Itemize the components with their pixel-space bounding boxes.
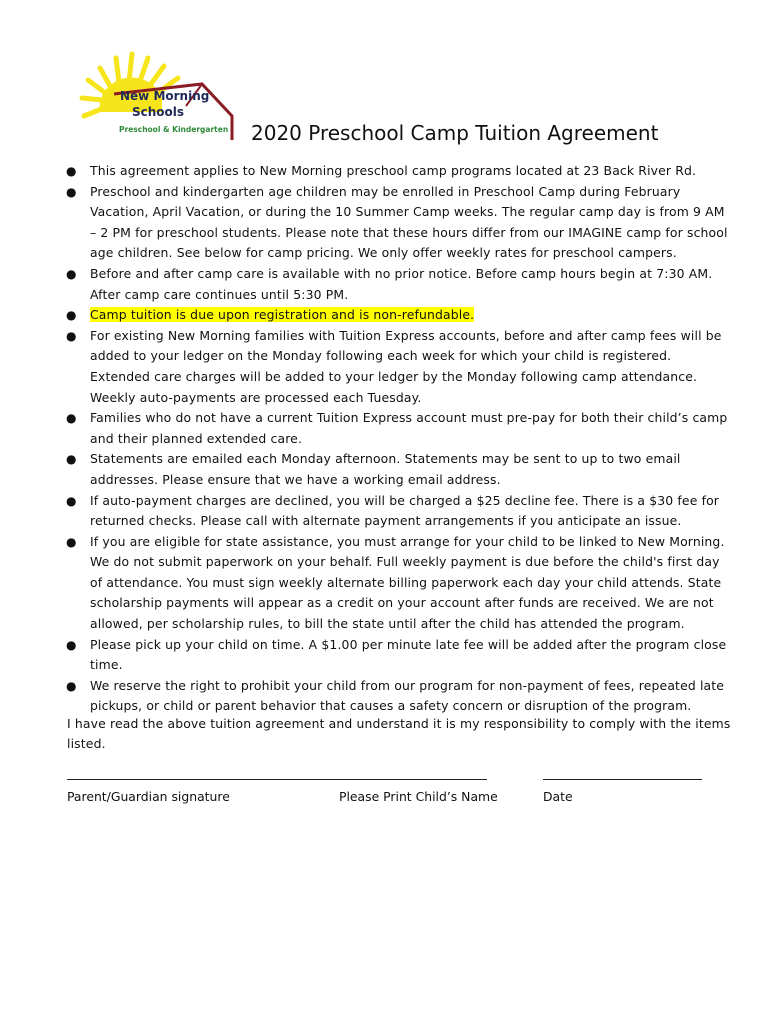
- bullet-icon: ●: [66, 452, 77, 467]
- list-item: ● Please pick up your child on time. A $1.00 per minute late fee will be added after the program close time.: [66, 636, 727, 673]
- highlighted-term: Camp tuition is due upon registration and is non-refundable.: [90, 307, 475, 323]
- bullet-icon: ●: [66, 184, 77, 199]
- parent-signature-line[interactable]: [67, 779, 487, 780]
- bullet-icon: ●: [66, 637, 77, 652]
- bullet-icon: ●: [66, 266, 77, 281]
- bullet-icon: ●: [66, 164, 77, 178]
- date-line[interactable]: [543, 779, 702, 780]
- child-name-label: Please Print Child’s Name: [339, 789, 498, 804]
- list-item: ● Before and after camp care is available with no prior notice. Before camp hours begin at 7:30 AM. After camp care continues until 5:30 PM.: [66, 265, 713, 302]
- date-label: Date: [543, 789, 573, 804]
- logo-line2: Schools: [132, 105, 185, 119]
- bullet-icon: ●: [66, 308, 77, 323]
- bullet-icon: ●: [66, 411, 77, 426]
- list-item: ● We reserve the right to prohibit your child from our program for non-payment of fees, repeated late pickups, or child or parent behavior that causes a safety concern or disruption of the program.: [66, 677, 725, 714]
- list-item: ● Statements are emailed each Monday afternoon. Statements may be sent to up to two email addresses. Please ensure that we have a working email address.: [66, 451, 681, 487]
- list-item: ● If you are eligible for state assistance, you must arrange for your child to be linked to New Morning. We do not submit paperwork on your behalf. Full weekly payment is due before the child's first day of attendance. You must sign weekly alternate billing paperwork each day your child attends. State scholarship payments will appear as a credit on your account after funds are received. We are not allowed, per scholarship rules, to bill the state until after the child has attended the program.: [66, 533, 725, 632]
- new-morning-schools-logo: [74, 48, 244, 140]
- list-item: ● Preschool and kindergarten age children may be enrolled in Preschool Camp during February Vacation, April Vacation, or during the 10 Summer Camp weeks. The regular camp day is from 9 AM – 2 PM for preschool students. Please note that these hours differ from our IMAGINE camp for school age children. See below for camp pricing. We only offer weekly rates for preschool campers.: [66, 183, 728, 261]
- bullet-icon: ●: [66, 328, 77, 343]
- bullet-icon: ●: [66, 678, 77, 693]
- parent-signature-label: Parent/Guardian signature: [67, 789, 230, 804]
- list-item: ● This agreement applies to New Morning preschool camp programs located at 23 Back River Rd.: [64, 161, 734, 182]
- bullet-icon: ●: [66, 534, 77, 549]
- logo-line1: New Morning: [120, 89, 210, 103]
- list-item: [64, 305, 734, 326]
- document-title: 2020 Preschool Camp Tuition Agreement: [251, 121, 659, 145]
- agreement-terms-list: [64, 161, 734, 717]
- bullet-icon: ●: [66, 493, 77, 508]
- list-item: ● If auto-payment charges are declined, you will be charged a $25 decline fee. There is a $30 fee for returned checks. Please call with alternate payment arrangements if you anticipate an issue.: [66, 492, 720, 529]
- list-item: ● For existing New Morning families with Tuition Express accounts, before and after camp fees will be added to your ledger on the Monday following each week for which your child is registered. Extended care charges will be added to your ledger by the Monday following camp attendance. Weekly auto-payments are processed each Tuesday.: [66, 327, 722, 405]
- acknowledgement-statement: I have read the above tuition agreement and understand it is my responsibility to comply with the items listed.: [67, 716, 731, 751]
- list-item: ● Families who do not have a current Tuition Express account must pre-pay for both their child’s camp and their planned extended care.: [66, 410, 728, 446]
- logo-tagline: Preschool & Kindergarten: [119, 125, 229, 134]
